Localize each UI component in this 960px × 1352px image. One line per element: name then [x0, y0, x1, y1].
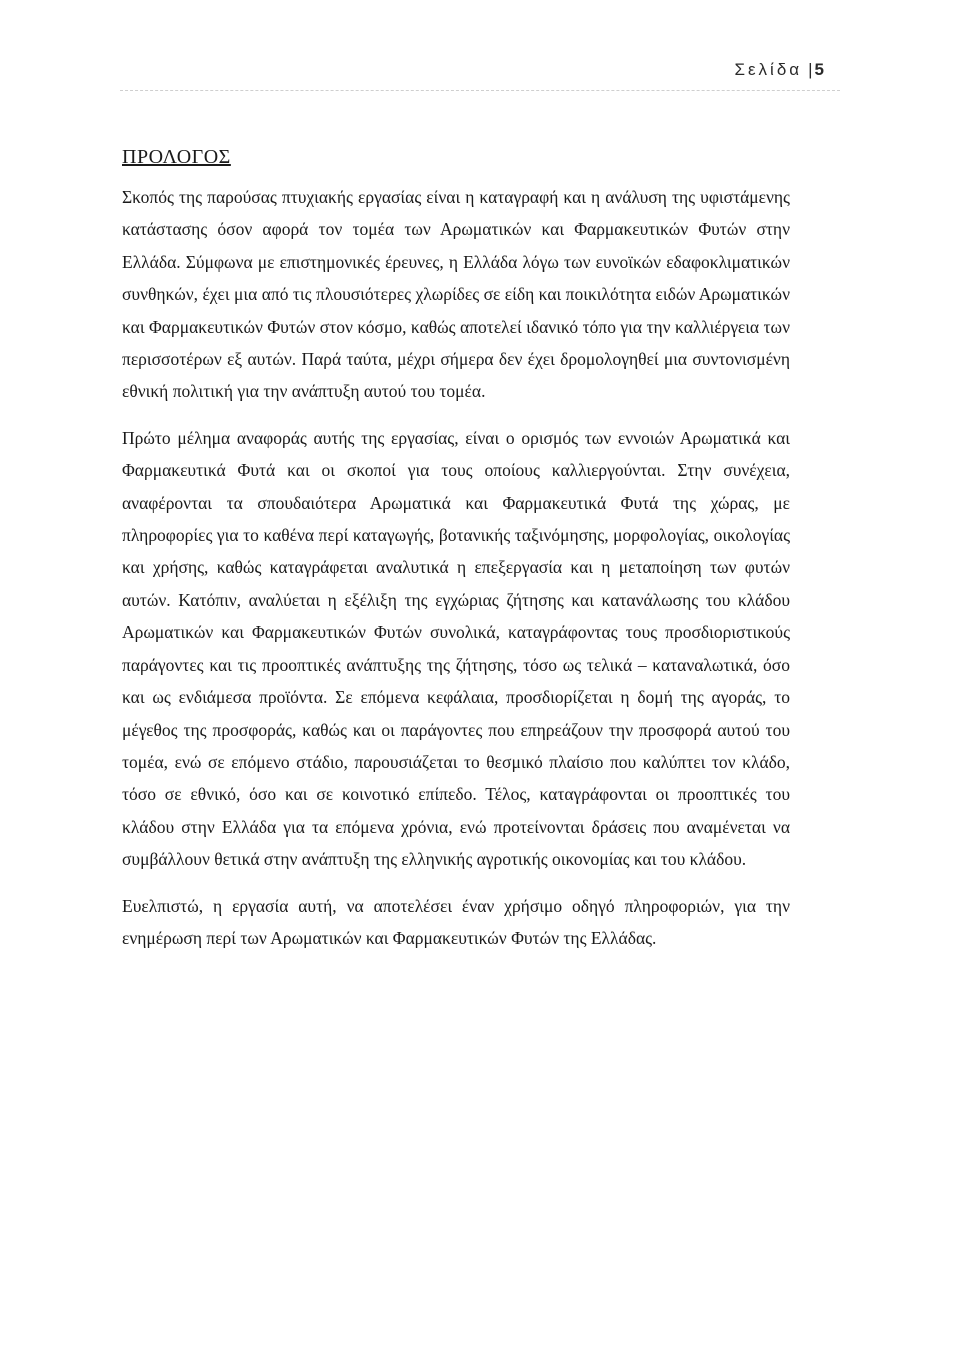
page-number: 5: [814, 60, 824, 79]
page-header-label: Σελίδα: [734, 60, 803, 79]
page-header-separator: |: [808, 60, 813, 79]
paragraph-closing: Ευελπιστώ, η εργασία αυτή, να αποτελέσει έναν χρήσιμο οδηγό πληροφοριών, για την ενημέρωση περί των Αρωματικών και Φαρμακευτικών Φυτών της Ελλάδας.: [122, 895, 790, 948]
paragraph-structure: Πρώτο μέλημα αναφοράς αυτής της εργασίας, είναι ο ορισμός των εννοιών Αρωματικά και Φαρμακευτικά Φυτά και οι σκοποί για τους οποίους καλλιεργούνται. Στην συνέχεια, αναφέρονται τα σπουδαιότερα Αρωματικά και Φαρμακευτικά Φυτά της χώρας, με πληροφορίες για το καθένα περί καταγωγής, βοτανικής ταξινόμησης, μορφολογίας, οικολογίας και χρήσης, καθώς καταγράφεται αναλυτικά η επεξεργασία και η μεταποίηση των φυτών αυτών. Κατόπιν, αναλύεται η εξέλιξη της εγχώριας ζήτησης και κατανάλωσης του κλάδου Αρωματικών και Φαρμακευτικών Φυτών συνολικά, καταγράφοντας τους προσδιοριστικούς παράγοντες και τις προοπτικές ανάπτυξης της ζήτησης, τόσο ως τελικά – καταναλωτικά, όσο και ως ενδιάμεσα προϊόντα. Σε επόμενα κεφάλαια, προσδιορίζεται η δομή της αγοράς, το μέγεθος της προσφοράς, καθώς και οι παράγοντες που επηρεάζουν την προσφορά αυτού του τομέα, ενώ σε επόμενο στάδιο, παρουσιάζεται το θεσμικό πλαίσιο που καλύπτει τον κλάδο, τόσο σε εθνικό, όσο και σε κοινοτικό επίπεδο. Τέλος, καταγράφονται οι προοπτικές του κλάδου στην Ελλάδα για τα επόμενα χρόνια, ενώ προτείνονται δράσεις που αναμένεται να συμβάλλουν θετικά στην ανάπτυξη της ελληνικής αγροτικής οικονομίας και του κλάδου.: [122, 427, 790, 870]
document-body: [122, 146, 790, 954]
document-title: ΠΡΟΛΟΓΟΣ: [122, 146, 231, 168]
paragraph-purpose: Σκοπός της παρούσας πτυχιακής εργασίας είναι η καταγραφή και η ανάλυση της υφιστάμενης κατάστασης όσον αφορά τον τομέα των Αρωματικών και Φαρμακευτικών Φυτών στην Ελλάδα. Σύμφωνα με επιστημονικές έρευνες, η Ελλάδα λόγω των ευνοϊκών εδαφοκλιματικών συνθηκών, έχει μια από τις πλουσιότερες χλωρίδες σε είδη και ποικιλότητα ειδών Αρωματικών και Φαρμακευτικών Φυτών στον κόσμο, καθώς αποτελεί ιδανικό τόπο για την καλλιέργεια των περισσοτέρων εξ αυτών. Παρά ταύτα, μέχρι σήμερα δεν έχει δρομολογηθεί μια συντονισμένη εθνική πολιτική για την ανάπτυξη αυτού του τομέα.: [122, 187, 790, 402]
page-header: [734, 60, 824, 80]
header-divider: [120, 90, 840, 91]
